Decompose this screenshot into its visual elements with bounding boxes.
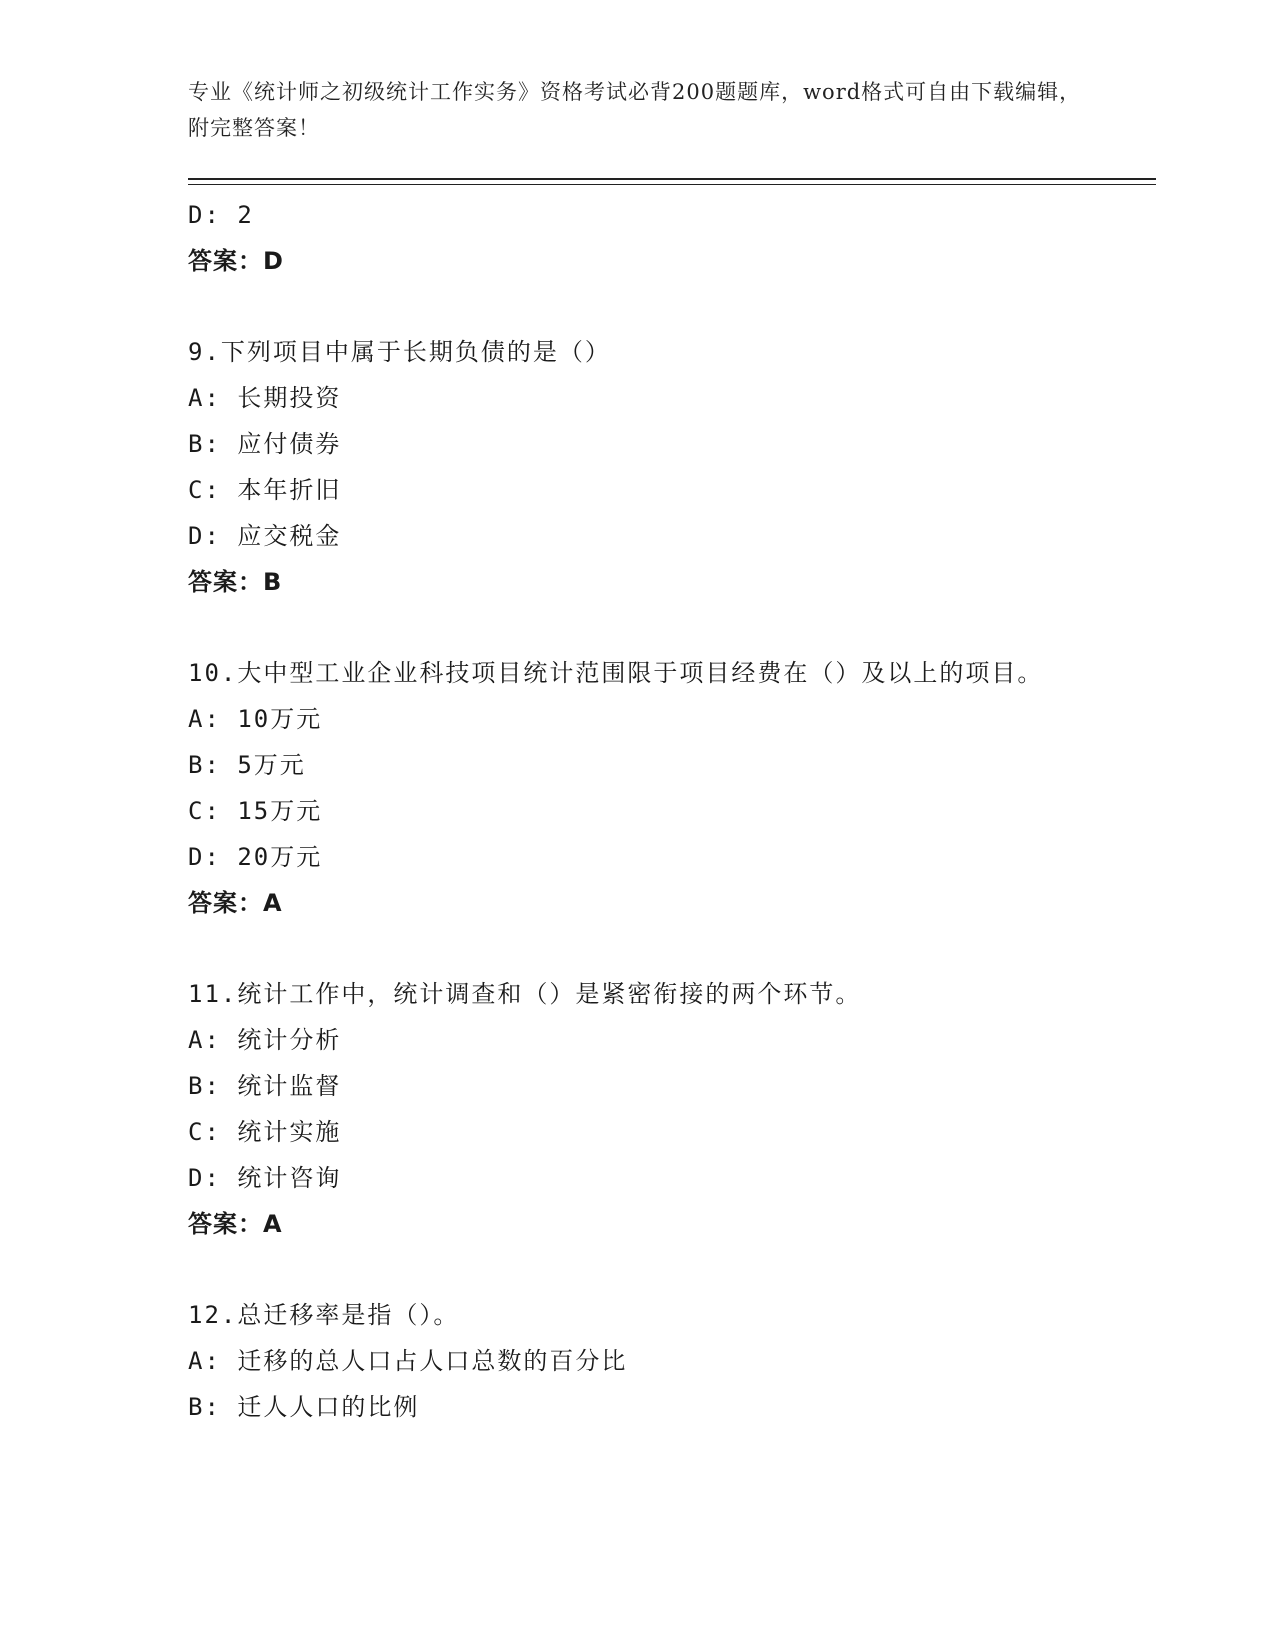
option-a: A: 统计分析: [188, 1026, 342, 1054]
answer-label: 答案：D: [188, 247, 284, 275]
option-d: D: 20万元: [188, 843, 323, 871]
option-b: B: 统计监督: [188, 1072, 342, 1100]
option-d: D: 2: [188, 201, 254, 229]
header-divider-thin: [188, 184, 1156, 185]
question-block: [188, 971, 1088, 1247]
option-a: A: 10万元: [188, 705, 323, 733]
question-block: [188, 1292, 1088, 1430]
question-block: [188, 329, 1088, 605]
option-c: C: 统计实施: [188, 1118, 342, 1146]
option-a: A: 迁移的总人口占人口总数的百分比: [188, 1347, 628, 1375]
answer-label: 答案：B: [188, 568, 283, 596]
option-b: B: 应付债券: [188, 430, 342, 458]
question-text: 10.大中型工业企业科技项目统计范围限于项目经费在（）及以上的项目。: [188, 659, 1044, 687]
option-b: B: 5万元: [188, 751, 306, 779]
option-d: D: 统计咨询: [188, 1164, 342, 1192]
option-c: C: 本年折旧: [188, 476, 342, 504]
document-header: 专业《统计师之初级统计工作实务》资格考试必背200题题库，word格式可自由下载编辑，附完整答案！: [188, 80, 1082, 140]
question-block: [188, 650, 1088, 926]
question-text: 12.总迁移率是指（）。: [188, 1301, 460, 1329]
question-text: 9.下列项目中属于长期负债的是（）: [188, 338, 611, 366]
answer-label: 答案：A: [188, 1210, 283, 1238]
option-d: D: 应交税金: [188, 522, 342, 550]
question-list: [188, 192, 1088, 1430]
question-text: 11.统计工作中，统计调查和（）是紧密衔接的两个环节。: [188, 980, 862, 1008]
answer-label: 答案：A: [188, 889, 283, 917]
option-c: C: 15万元: [188, 797, 323, 825]
header-divider-thick: [188, 178, 1156, 180]
option-a: A: 长期投资: [188, 384, 342, 412]
option-b: B: 迁人人口的比例: [188, 1393, 420, 1421]
